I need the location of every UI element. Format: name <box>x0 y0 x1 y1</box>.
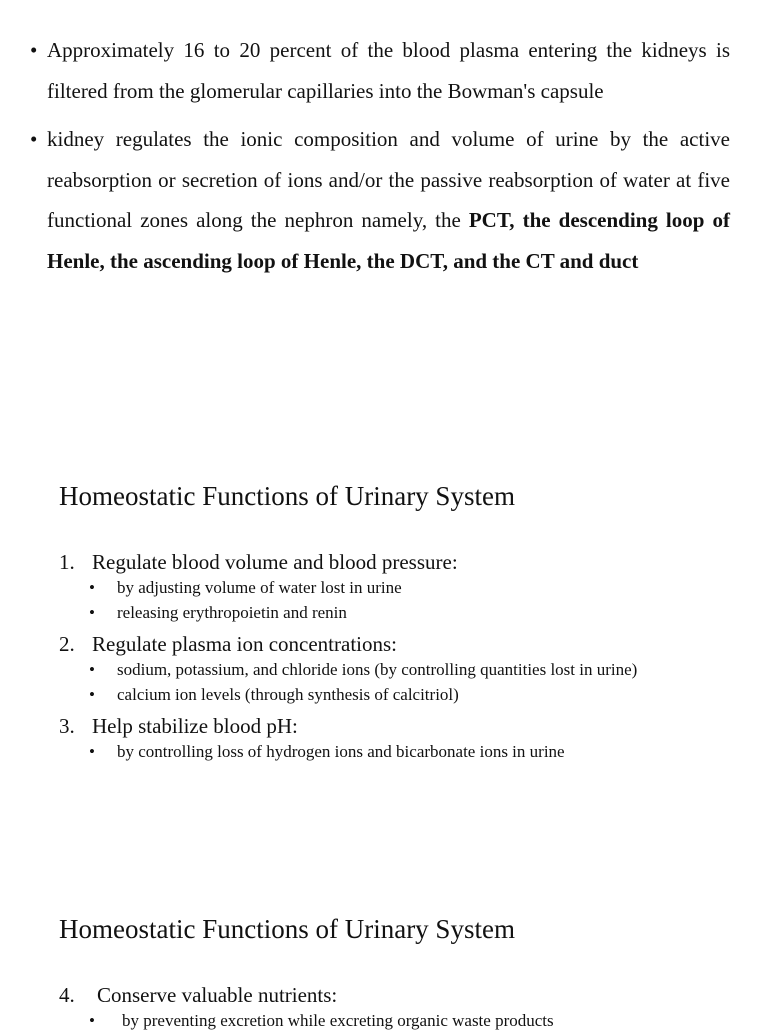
list-item-number: 3. <box>59 714 75 738</box>
bullet-glyph: • <box>30 38 38 62</box>
slide-title: Homeostatic Functions of Urinary System <box>59 914 515 944</box>
list-item-number: 1. <box>59 550 75 574</box>
list-item-number: 2. <box>59 632 75 656</box>
sub-item-text: calcium ion levels (through synthesis of calcitriol) <box>117 685 459 704</box>
intro-bullet-1 <box>30 30 730 111</box>
bullet-glyph: • <box>30 127 38 151</box>
list-item-text: Conserve valuable nutrients: <box>97 983 338 1007</box>
bullet-glyph: • <box>89 685 95 704</box>
intro-bullet-1-text: Approximately 16 to 20 percent of the blood plasma entering the kidneys is filtered from the glomerular capillaries into the Bowman's capsule <box>47 38 730 103</box>
sub-item-text: sodium, potassium, and chloride ions (by controlling quantities lost in urine) <box>117 660 638 679</box>
bullet-glyph: • <box>89 660 95 679</box>
bullet-glyph: • <box>89 603 95 622</box>
sub-item-text: releasing erythropoietin and renin <box>117 603 347 622</box>
bullet-glyph: • <box>89 742 95 761</box>
intro-bullet-2-bold-text: PCT, the descending loop of Henle, the ascending loop of Henle, the DCT, and the CT and duct <box>47 208 730 273</box>
list-item-number: 4. <box>59 983 75 1007</box>
list-item-text: Help stabilize blood pH: <box>92 714 298 738</box>
sub-item-text: by adjusting volume of water lost in urine <box>117 578 402 597</box>
slide-title: Homeostatic Functions of Urinary System <box>59 481 515 511</box>
bullet-glyph: • <box>89 1011 95 1030</box>
bullet-glyph: • <box>89 578 95 597</box>
list-item-text: Regulate plasma ion concentrations: <box>92 632 397 656</box>
intro-bullet-list <box>0 30 768 281</box>
intro-bullet-2-text: kidney regulates the ionic composition and volume of urine by the active reabsorption or secretion of ions and/or the passive reabsorption of water at five functional zones along the nephron namely, the <box>47 127 730 232</box>
intro-bullet-2 <box>30 119 730 281</box>
sub-item-text: by controlling loss of hydrogen ions and bicarbonate ions in urine <box>117 742 565 761</box>
sub-item-text: by preventing excretion while excreting organic waste products <box>122 1011 554 1030</box>
list-item-text: Regulate blood volume and blood pressure: <box>92 550 458 574</box>
